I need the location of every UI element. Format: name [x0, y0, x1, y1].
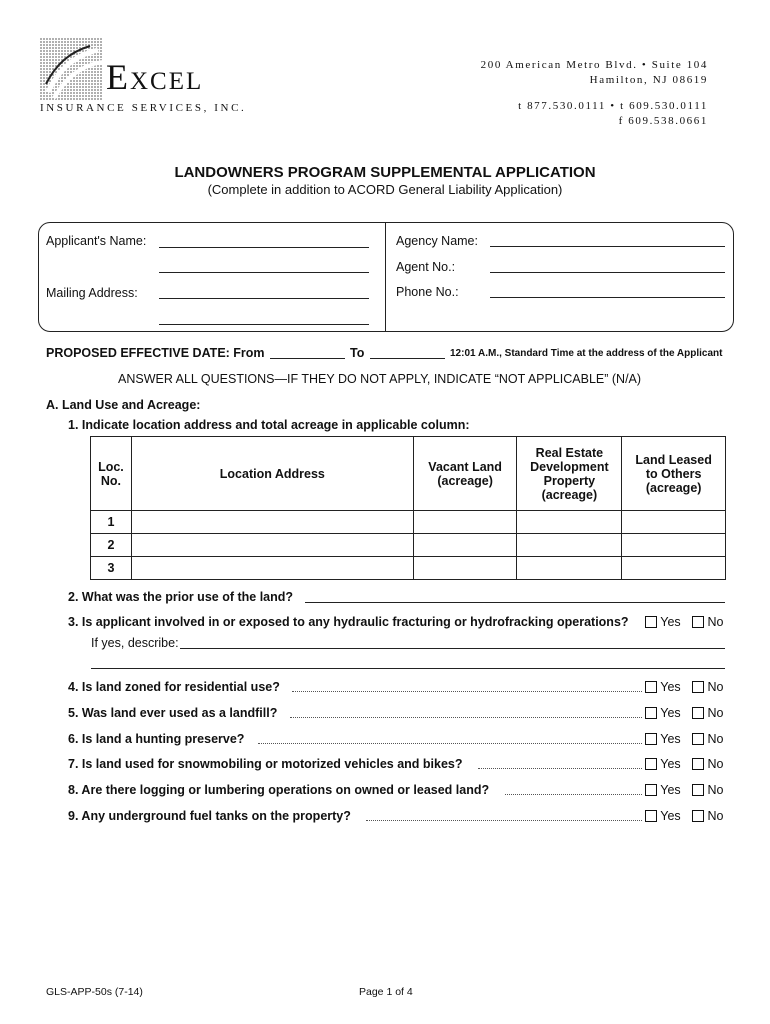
- table-cell[interactable]: [131, 534, 413, 557]
- table-cell[interactable]: [131, 511, 413, 534]
- no-label: No: [707, 809, 724, 823]
- logo-mark-icon: [40, 38, 102, 100]
- yes-checkbox[interactable]: [645, 616, 657, 628]
- leader-dots: [292, 691, 642, 692]
- applicant-name-label: Applicant's Name:: [46, 234, 147, 248]
- form-code: GLS-APP-50s (7-14): [46, 986, 143, 998]
- row-loc-number: 1: [91, 511, 132, 534]
- company-logo: [40, 38, 247, 118]
- yes-checkbox[interactable]: [645, 758, 657, 770]
- table-row: [91, 557, 726, 580]
- col-loc-no: [91, 437, 132, 511]
- applicant-name-field-2[interactable]: [159, 272, 369, 273]
- q3-no-option[interactable]: [692, 615, 723, 629]
- table-cell[interactable]: [413, 557, 517, 580]
- address-line2: Hamilton, NJ 08619: [589, 74, 708, 86]
- yes-label: Yes: [660, 783, 681, 797]
- question-6: 6. Is land a hunting preserve?: [68, 732, 245, 746]
- page-number: Page 1 of 4: [359, 986, 413, 998]
- location-table: [90, 436, 726, 580]
- form-subtitle: (Complete in addition to ACORD General Liability Application): [207, 182, 563, 197]
- q4-yes-option[interactable]: [645, 680, 681, 694]
- table-cell[interactable]: [517, 557, 622, 580]
- yes-checkbox[interactable]: [645, 681, 657, 693]
- yes-checkbox[interactable]: [645, 784, 657, 796]
- company-address: [481, 58, 708, 129]
- yes-label: Yes: [660, 615, 681, 629]
- q3-yes-option[interactable]: [645, 615, 681, 629]
- table-cell[interactable]: [413, 534, 517, 557]
- table-cell[interactable]: [413, 511, 517, 534]
- yes-label: Yes: [660, 732, 681, 746]
- question-9: 9. Any underground fuel tanks on the property?: [68, 809, 351, 823]
- leader-dots: [505, 794, 642, 795]
- no-checkbox[interactable]: [692, 733, 704, 745]
- no-checkbox[interactable]: [692, 616, 704, 628]
- table-row: [91, 534, 726, 557]
- no-checkbox[interactable]: [692, 758, 704, 770]
- yes-label: Yes: [660, 680, 681, 694]
- form-title: LANDOWNERS PROGRAM SUPPLEMENTAL APPLICATION: [174, 164, 596, 181]
- q3-describe-label: If yes, describe:: [91, 636, 179, 650]
- q7-no-option[interactable]: [692, 757, 723, 771]
- col-land-leased: [622, 437, 726, 511]
- yes-checkbox[interactable]: [645, 810, 657, 822]
- no-checkbox[interactable]: [692, 810, 704, 822]
- question-3: 3. Is applicant involved in or exposed to any hydraulic fracturing or hydrofracking operations?: [68, 615, 629, 629]
- instructions-text: ANSWER ALL QUESTIONS—IF THEY DO NOT APPLY, INDICATE “NOT APPLICABLE” (N/A): [118, 372, 642, 386]
- effective-time-note: 12:01 A.M., Standard Time at the address of the Applicant: [450, 348, 723, 359]
- agency-name-field[interactable]: [490, 246, 725, 247]
- table-cell[interactable]: [622, 511, 726, 534]
- table-cell[interactable]: [622, 557, 726, 580]
- no-label: No: [707, 732, 724, 746]
- question-8: 8. Are there logging or lumbering operations on owned or leased land?: [68, 783, 490, 797]
- mailing-address-field[interactable]: [159, 298, 369, 299]
- question-7: 7. Is land used for snowmobiling or motorized vehicles and bikes?: [68, 757, 463, 771]
- q7-yes-option[interactable]: [645, 757, 681, 771]
- col-loc-no-label: Loc. No.: [98, 459, 124, 488]
- table-cell[interactable]: [517, 534, 622, 557]
- yes-label: Yes: [660, 706, 681, 720]
- prior-use-field[interactable]: [305, 602, 725, 603]
- address-line1: 200 American Metro Blvd. • Suite 104: [480, 59, 708, 71]
- leader-dots: [258, 743, 642, 744]
- col-real-estate-label: Real Estate Development Property (acreage): [530, 445, 609, 502]
- mailing-address-label: Mailing Address:: [46, 286, 138, 300]
- mailing-address-field-2[interactable]: [159, 324, 369, 325]
- applicant-name-field[interactable]: [159, 247, 369, 248]
- q3-describe-field[interactable]: [180, 648, 725, 649]
- q3-describe-field-2[interactable]: [91, 668, 725, 669]
- section-a-title: A. Land Use and Acreage:: [46, 398, 201, 412]
- q5-no-option[interactable]: [692, 706, 723, 720]
- row-loc-number: 3: [91, 557, 132, 580]
- col-vacant-land-label: Vacant Land (acreage): [428, 459, 502, 488]
- row-loc-number: 2: [91, 534, 132, 557]
- no-label: No: [707, 783, 724, 797]
- yes-checkbox[interactable]: [645, 707, 657, 719]
- q6-no-option[interactable]: [692, 732, 723, 746]
- question-2: 2. What was the prior use of the land?: [68, 590, 294, 604]
- effective-to-field[interactable]: [370, 358, 445, 359]
- q9-no-option[interactable]: [692, 809, 723, 823]
- q8-yes-option[interactable]: [645, 783, 681, 797]
- phone-no-label: Phone No.:: [396, 285, 459, 299]
- question-5: 5. Was land ever used as a landfill?: [68, 706, 278, 720]
- effective-from-field[interactable]: [270, 358, 345, 359]
- no-checkbox[interactable]: [692, 784, 704, 796]
- no-checkbox[interactable]: [692, 707, 704, 719]
- table-cell[interactable]: [622, 534, 726, 557]
- col-land-leased-label: Land Leased to Others (acreage): [635, 452, 712, 495]
- yes-checkbox[interactable]: [645, 733, 657, 745]
- no-label: No: [707, 615, 724, 629]
- yes-label: Yes: [660, 809, 681, 823]
- no-label: No: [707, 757, 724, 771]
- leader-dots: [366, 820, 642, 821]
- phone-no-field[interactable]: [490, 297, 725, 298]
- question-4: 4. Is land zoned for residential use?: [68, 680, 280, 694]
- applicant-box-divider: [385, 222, 386, 332]
- agency-name-label: Agency Name:: [396, 234, 478, 248]
- leader-dots: [290, 717, 642, 718]
- effective-to-label: To: [350, 346, 365, 360]
- col-location-address: [131, 437, 413, 511]
- fax-line: f 609.538.0661: [618, 115, 708, 127]
- effective-from-label: PROPOSED EFFECTIVE DATE: From: [46, 346, 265, 360]
- phone-line: t 877.530.0111 • t 609.530.0111: [518, 100, 708, 112]
- yes-label: Yes: [660, 757, 681, 771]
- q8-no-option[interactable]: [692, 783, 723, 797]
- col-location-address-label: Location Address: [219, 466, 325, 481]
- table-row: [91, 511, 726, 534]
- q4-no-option[interactable]: [692, 680, 723, 694]
- col-real-estate: [517, 437, 622, 511]
- no-checkbox[interactable]: [692, 681, 704, 693]
- company-name: Excel: [106, 57, 204, 97]
- col-vacant-land: [413, 437, 517, 511]
- table-cell[interactable]: [131, 557, 413, 580]
- q6-yes-option[interactable]: [645, 732, 681, 746]
- q5-yes-option[interactable]: [645, 706, 681, 720]
- no-label: No: [707, 706, 724, 720]
- company-subname: INSURANCE SERVICES, INC.: [40, 102, 247, 114]
- question-1: 1. Indicate location address and total acreage in applicable column:: [68, 418, 470, 432]
- q9-yes-option[interactable]: [645, 809, 681, 823]
- no-label: No: [707, 680, 724, 694]
- agent-no-field[interactable]: [490, 272, 725, 273]
- agent-no-label: Agent No.:: [396, 260, 456, 274]
- table-cell[interactable]: [517, 511, 622, 534]
- leader-dots: [478, 768, 642, 769]
